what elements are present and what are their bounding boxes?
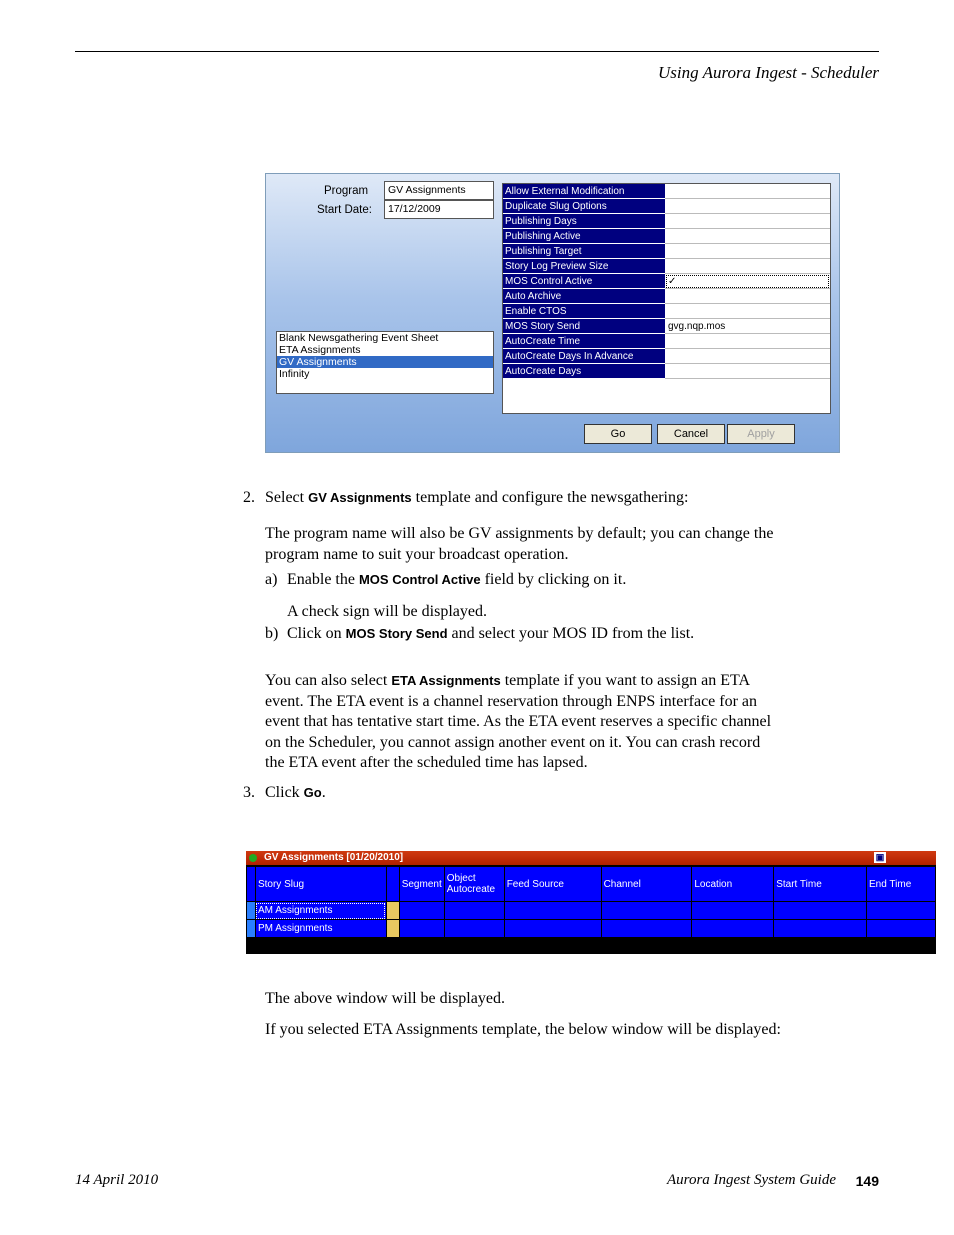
substep-a-text: Enable the MOS Control Active field by clicking on it. — [287, 571, 627, 588]
ui-term: Go — [303, 785, 322, 800]
apply-button[interactable]: Apply — [727, 424, 795, 444]
table-row-empty[interactable] — [247, 938, 936, 955]
start-date-label: Start Date: — [317, 204, 372, 216]
property-row[interactable] — [503, 364, 830, 379]
property-row[interactable] — [503, 319, 830, 334]
status-dot-icon — [249, 854, 257, 862]
property-value[interactable] — [665, 259, 830, 274]
paragraph: The program name will also be GV assignments by default; you can change the program name to suit your broadcast operation. — [265, 525, 774, 563]
ui-term: GV Assignments — [308, 490, 412, 505]
property-row[interactable] — [503, 244, 830, 259]
window-title: GV Assignments [01/20/2010] — [264, 852, 404, 863]
property-value[interactable] — [665, 364, 830, 379]
property-value[interactable] — [665, 334, 830, 349]
flag-icon[interactable] — [386, 920, 399, 938]
substep-a-note: A check sign will be displayed. — [287, 603, 487, 620]
go-button[interactable]: Go — [584, 424, 652, 444]
template-item[interactable]: ETA Assignments — [279, 344, 361, 356]
property-key: Publishing Target — [503, 244, 665, 259]
template-dialog-screenshot — [265, 173, 840, 453]
column-header[interactable]: Start Time — [774, 867, 867, 902]
table-row[interactable] — [247, 902, 936, 920]
gv-assignments-window-screenshot — [246, 851, 936, 954]
column-header[interactable]: Feed Source — [504, 867, 601, 902]
property-row[interactable] — [503, 349, 830, 364]
property-key: AutoCreate Days — [503, 364, 665, 379]
property-value[interactable] — [665, 244, 830, 259]
property-row[interactable] — [503, 304, 830, 319]
step-2-number: 2. — [243, 489, 255, 506]
property-key: MOS Story Send — [503, 319, 665, 334]
step-2-text: Select GV Assignments template and configure the newsgathering: — [265, 489, 689, 506]
column-header[interactable]: Channel — [601, 867, 692, 902]
property-row[interactable] — [503, 229, 830, 244]
template-list[interactable] — [276, 331, 494, 394]
property-key: Allow External Modification — [503, 184, 665, 199]
flag-icon[interactable] — [386, 902, 399, 920]
ui-term: MOS Control Active — [358, 572, 481, 587]
assignments-grid — [246, 866, 936, 954]
story-slug-cell[interactable]: AM Assignments — [255, 902, 386, 920]
property-row[interactable] — [503, 334, 830, 349]
cancel-button[interactable]: Cancel — [657, 424, 725, 444]
ui-term: ETA Assignments — [391, 673, 501, 688]
table-row[interactable] — [247, 920, 936, 938]
window-menu-icon[interactable]: ▣ — [875, 852, 885, 862]
grid-header-row — [247, 867, 936, 902]
property-value[interactable] — [665, 229, 830, 244]
property-key: Enable CTOS — [503, 304, 665, 319]
column-header[interactable]: Segment — [399, 867, 444, 902]
template-item-selected[interactable]: GV Assignments — [277, 356, 493, 368]
property-value[interactable] — [665, 304, 830, 319]
property-value[interactable]: ✓ — [665, 274, 830, 289]
ui-term: MOS Story Send — [345, 626, 448, 641]
property-key: Duplicate Slug Options — [503, 199, 665, 214]
story-slug-cell[interactable]: PM Assignments — [255, 920, 386, 938]
property-value[interactable] — [665, 214, 830, 229]
property-key: AutoCreate Time — [503, 334, 665, 349]
running-header: Using Aurora Ingest - Scheduler — [658, 63, 879, 82]
property-value[interactable] — [665, 289, 830, 304]
property-key: Story Log Preview Size — [503, 259, 665, 274]
property-key: MOS Control Active — [503, 274, 665, 289]
property-key: Auto Archive — [503, 289, 665, 304]
program-field[interactable]: GV Assignments — [384, 181, 494, 200]
substep-b-text: Click on MOS Story Send and select your MOS ID from the list. — [287, 625, 695, 642]
template-item[interactable]: Infinity — [279, 368, 310, 380]
property-key: AutoCreate Days In Advance — [503, 349, 665, 364]
row-marker[interactable] — [247, 902, 256, 920]
paragraph: The above window will be displayed. — [265, 990, 505, 1007]
row-marker[interactable] — [247, 920, 256, 938]
property-row[interactable] — [503, 184, 830, 199]
start-date-field[interactable]: 17/12/2009 — [384, 200, 494, 219]
property-key: Publishing Active — [503, 229, 665, 244]
template-item[interactable]: Blank Newsgathering Event Sheet — [279, 332, 439, 344]
paragraph: If you selected ETA Assignments template, the below window will be displayed: — [265, 1021, 781, 1038]
paragraph: You can also select ETA Assignments template if you want to assign an ETA event. The ETA event is a channel reservation through ENPS interface for an event that has tentative start time. As the ETA event reserves a specific channel on the Scheduler, you cannot assign another event on it. You can crash record the ETA event after the scheduled time has lapsed. — [265, 672, 772, 771]
property-value[interactable] — [665, 349, 830, 364]
page-number: 149 — [855, 1173, 879, 1189]
footer-date: 14 April 2010 — [75, 1172, 159, 1188]
property-value[interactable] — [665, 199, 830, 214]
property-grid — [502, 183, 831, 414]
column-header[interactable]: End Time — [867, 867, 936, 902]
substep-b-label: b) — [265, 625, 279, 642]
property-row[interactable] — [503, 199, 830, 214]
property-key: Publishing Days — [503, 214, 665, 229]
column-header[interactable]: Location — [692, 867, 774, 902]
step-3-text: Click Go. — [265, 784, 326, 801]
property-row[interactable] — [503, 274, 830, 289]
property-row[interactable] — [503, 214, 830, 229]
column-header[interactable]: Object Autocreate — [444, 867, 504, 902]
property-value[interactable] — [665, 184, 830, 199]
property-row[interactable] — [503, 259, 830, 274]
window-title-bar — [246, 851, 936, 865]
property-value[interactable]: gvg.nqp.mos — [665, 319, 830, 334]
header-rule — [75, 51, 879, 52]
column-header[interactable]: Story Slug — [255, 867, 386, 902]
substep-a-label: a) — [265, 571, 278, 588]
program-label: Program — [324, 185, 369, 197]
footer-guide-title: Aurora Ingest System Guide — [667, 1172, 836, 1188]
property-row[interactable] — [503, 289, 830, 304]
step-3-number: 3. — [243, 784, 255, 801]
